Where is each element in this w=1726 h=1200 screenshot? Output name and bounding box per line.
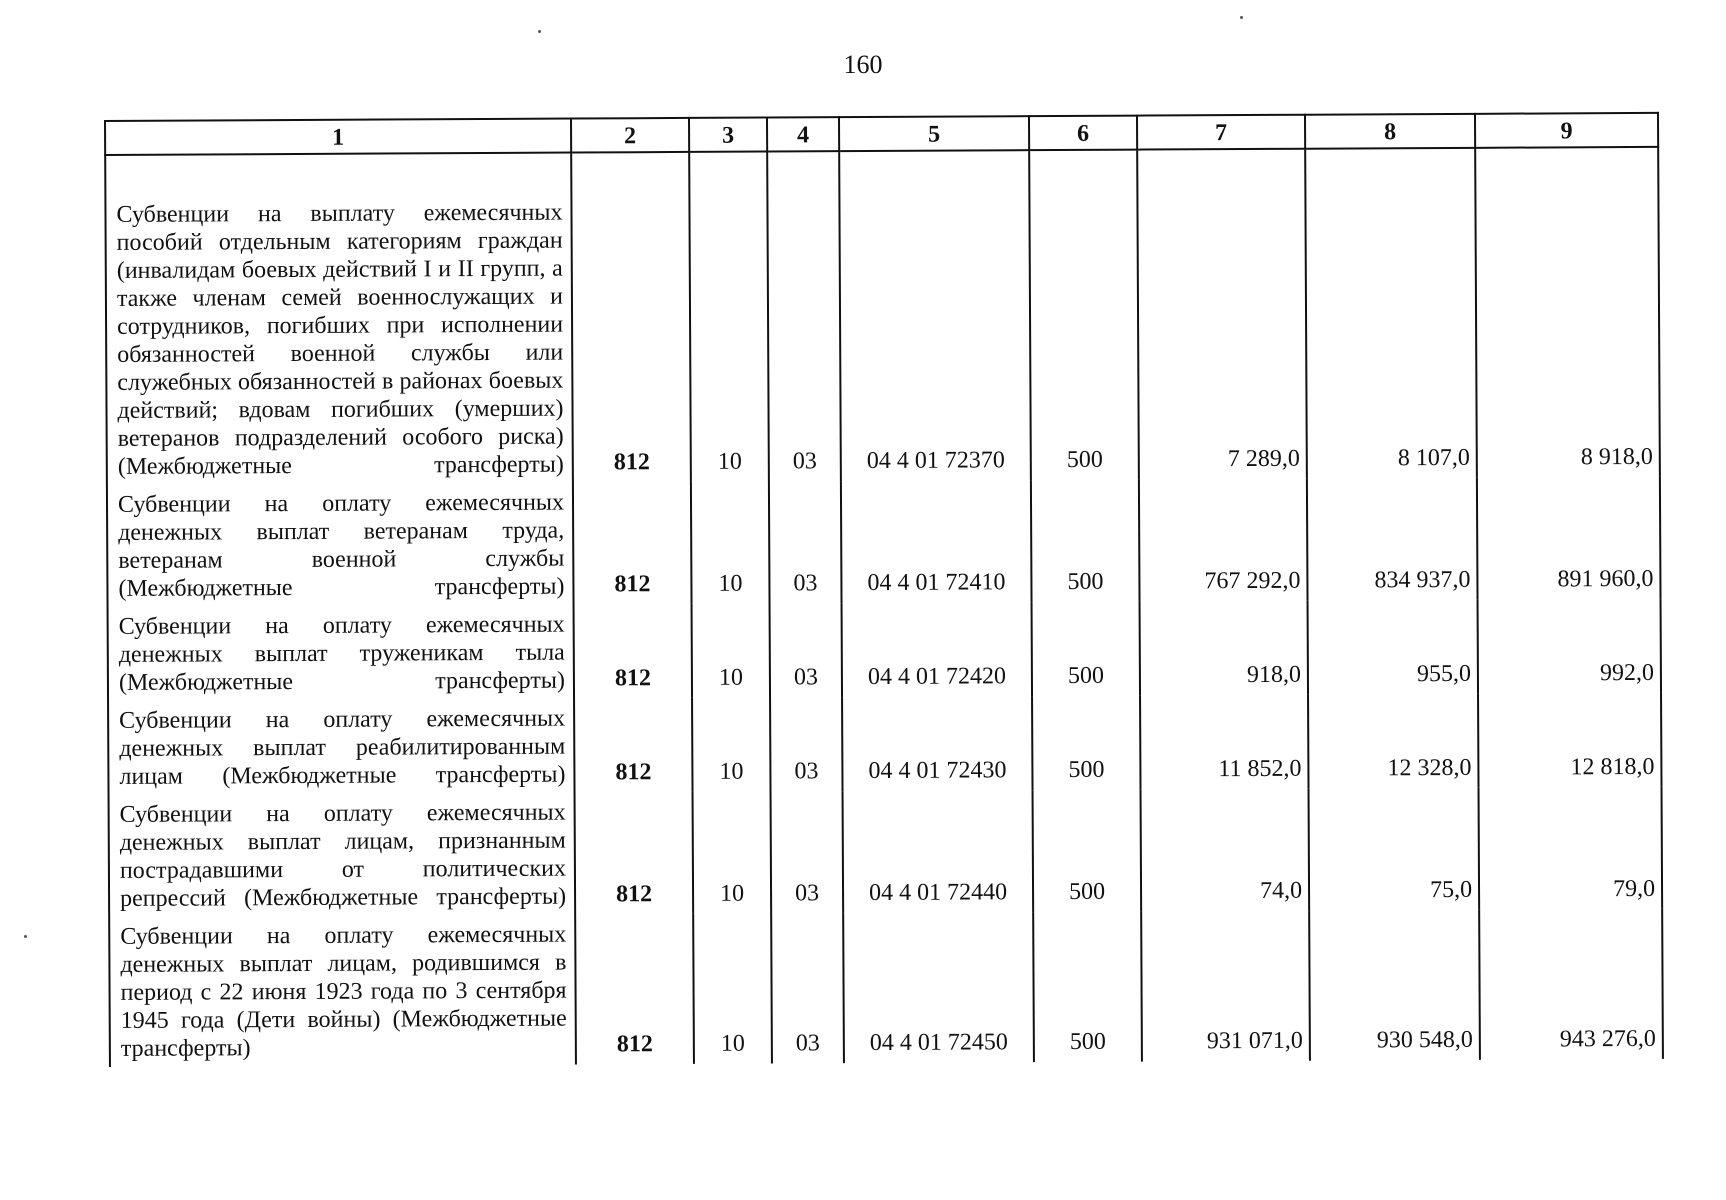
amount-col8-cell: 834 937,0: [1307, 478, 1478, 601]
row-description: Субвенции на выплату ежемесячных пособий отдельным категориям граждан (инвалидам боевых действий I и II групп, а также членам семей военнослужащих и сотрудников, погибших при исполнении обязанностей военной службы или служебных обязанностей в районах боевых действий; вдовам погибших (умерших) ветеранов подразделений особого риска) (Межбюджетные трансферты): [105, 153, 573, 485]
target-article-cell: 04 4 01 72370: [839, 150, 1031, 481]
amount-col9-cell: 79,0: [1479, 787, 1663, 910]
column-header-5: 5: [839, 116, 1029, 151]
column-header-4: 4: [767, 117, 839, 151]
column-header-2: 2: [571, 118, 689, 153]
scan-speck: [24, 935, 27, 938]
section-cell: 10: [689, 152, 769, 482]
column-header-1: 1: [105, 119, 571, 155]
admin-code-cell: 812: [573, 482, 692, 605]
section-cell: 10: [693, 914, 772, 1064]
admin-code-cell: 812: [574, 604, 692, 699]
admin-code-cell: 812: [575, 792, 694, 915]
amount-col9-cell: 943 276,0: [1479, 909, 1663, 1060]
subsection-cell: 03: [770, 697, 842, 791]
table-row: [108, 693, 1661, 795]
section-cell: 10: [693, 792, 772, 914]
amount-col7-cell: 767 292,0: [1139, 479, 1308, 602]
target-article-cell: 04 4 01 72440: [843, 790, 1034, 913]
budget-sheet: [104, 112, 1664, 1067]
target-article-cell: 04 4 01 72410: [841, 480, 1032, 603]
page-number: 160: [843, 50, 883, 79]
budget-table: [104, 112, 1664, 1067]
column-header-3: 3: [689, 118, 767, 152]
row-description: Субвенции на оплату ежемесячных денежных выплат ветеранам труда, ветеранам военной службы (Межбюджетные трансферты): [107, 483, 574, 607]
amount-col9-cell: 8 918,0: [1475, 147, 1660, 478]
amount-col7-cell: 11 852,0: [1140, 695, 1308, 790]
row-description: Субвенции на оплату ежемесячных денежных выплат труженикам тыла (Межбюджетные трансферты): [108, 605, 574, 701]
row-description: Субвенции на оплату ежемесячных денежных выплат реабилитированным лицам (Межбюджетные трансферты): [108, 699, 574, 795]
amount-col8-cell: 930 548,0: [1309, 910, 1480, 1061]
table-row: [105, 147, 1660, 485]
column-header-8: 8: [1305, 114, 1475, 149]
row-description: Субвенции на оплату ежемесячных денежных выплат лицам, родившимся в период с 22 июня 1923 года по 3 сентября 1945 года (Дети войны) (Межбюджетные трансферты): [109, 915, 576, 1067]
amount-col7-cell: 74,0: [1141, 789, 1310, 912]
expense-type-cell: 500: [1033, 912, 1142, 1063]
amount-col8-cell: 955,0: [1308, 600, 1478, 695]
section-cell: 10: [692, 698, 770, 792]
subsection-cell: 03: [767, 151, 841, 481]
amount-col9-cell: 891 960,0: [1477, 477, 1661, 600]
amount-col7-cell: 931 071,0: [1141, 911, 1310, 1062]
scan-speck: [538, 30, 541, 33]
subsection-cell: 03: [769, 481, 842, 603]
expense-type-cell: 500: [1031, 480, 1140, 603]
column-header-9: 9: [1475, 113, 1658, 148]
amount-col8-cell: 12 328,0: [1308, 694, 1478, 789]
amount-col9-cell: 12 818,0: [1478, 693, 1661, 788]
table-row: [107, 477, 1661, 607]
table-row: [109, 787, 1663, 917]
subsection-cell: 03: [771, 913, 844, 1063]
table-row: [109, 909, 1663, 1067]
expense-type-cell: 500: [1032, 602, 1140, 697]
target-article-cell: 04 4 01 72420: [842, 602, 1032, 697]
amount-col9-cell: 992,0: [1478, 599, 1661, 694]
amount-col7-cell: 918,0: [1140, 601, 1308, 696]
target-article-cell: 04 4 01 72430: [842, 696, 1032, 791]
amount-col8-cell: 75,0: [1309, 788, 1480, 911]
section-cell: 10: [691, 482, 770, 604]
admin-code-cell: 812: [575, 914, 694, 1065]
column-header-7: 7: [1137, 115, 1305, 150]
expense-type-cell: 500: [1032, 696, 1140, 791]
subsection-cell: 03: [770, 603, 842, 697]
expense-type-cell: 500: [1033, 790, 1142, 913]
section-cell: 10: [692, 604, 770, 698]
amount-col7-cell: 7 289,0: [1137, 149, 1307, 480]
row-description: Субвенции на оплату ежемесячных денежных выплат лицам, признанным пострадавшими от политических репрессий (Межбюджетные трансферты): [109, 793, 576, 917]
scan-speck: [1240, 16, 1243, 19]
admin-code-cell: 812: [574, 698, 692, 793]
expense-type-cell: 500: [1029, 150, 1139, 481]
column-header-6: 6: [1029, 116, 1137, 151]
subsection-cell: 03: [771, 791, 844, 913]
admin-code-cell: 812: [571, 152, 691, 483]
amount-col8-cell: 8 107,0: [1305, 148, 1477, 479]
target-article-cell: 04 4 01 72450: [843, 912, 1034, 1063]
table-row: [108, 599, 1661, 701]
